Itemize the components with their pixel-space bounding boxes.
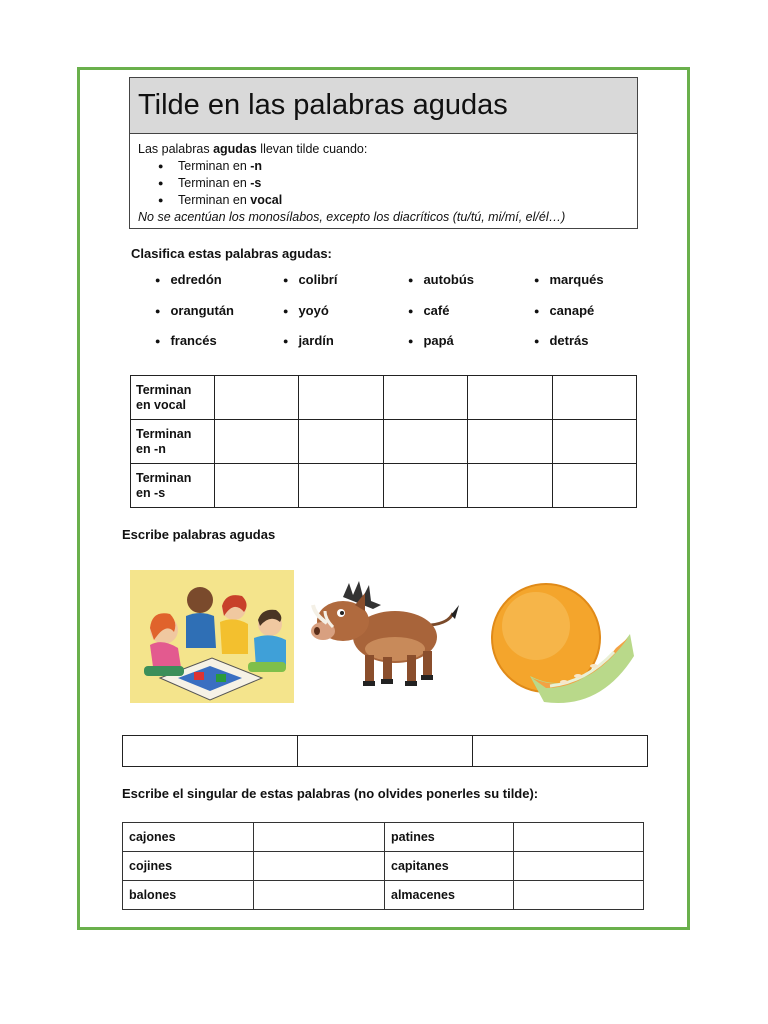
answer-cell[interactable] xyxy=(123,736,298,767)
warthog-image xyxy=(303,575,468,695)
word-item: ● café xyxy=(408,303,450,318)
word-text: autobús xyxy=(423,272,474,287)
answer-cell[interactable] xyxy=(299,376,383,420)
table-row xyxy=(123,852,644,881)
word-text: colibrí xyxy=(298,272,338,287)
singular-table xyxy=(122,822,644,910)
word-item: ● canapé xyxy=(534,303,595,318)
answer-cell[interactable] xyxy=(514,823,644,852)
classify-title: Clasifica estas palabras agudas: xyxy=(131,246,332,261)
rules-intro xyxy=(138,141,629,158)
row-label xyxy=(131,376,215,420)
rules-intro-text: Las palabras xyxy=(138,142,214,156)
rule-ending: -s xyxy=(250,176,262,190)
word-item: ● detrás xyxy=(534,333,589,348)
answer-cell[interactable] xyxy=(254,881,385,910)
rules-box xyxy=(129,77,638,229)
table-row xyxy=(131,376,637,420)
rules-list xyxy=(138,158,629,209)
rule-ending: vocal xyxy=(250,193,283,207)
answer-cell[interactable] xyxy=(299,420,383,464)
rule-item xyxy=(178,158,629,175)
word-text: yoyó xyxy=(298,303,329,318)
rule-text: Terminan en xyxy=(178,193,251,207)
rule-item xyxy=(178,192,629,209)
word-item: ● jardín xyxy=(283,333,334,348)
word-text: papá xyxy=(423,333,454,348)
row-label-line: Terminan xyxy=(136,382,192,397)
singular-title: Escribe el singular de estas palabras (no olvides ponerles su tilde): xyxy=(122,786,539,801)
row-label-line: Terminan xyxy=(136,470,192,485)
answer-cell[interactable] xyxy=(214,420,298,464)
answer-cell[interactable] xyxy=(383,376,467,420)
table-row xyxy=(123,736,648,767)
rule-text: Terminan en xyxy=(178,159,251,173)
rule-text: Terminan en xyxy=(178,176,251,190)
rules-body xyxy=(130,134,637,226)
answer-cell[interactable] xyxy=(299,464,383,508)
word-text: edredón xyxy=(170,272,222,287)
word-item: ● edredón xyxy=(155,272,222,287)
table-row xyxy=(131,464,637,508)
table-row xyxy=(123,823,644,852)
table-row xyxy=(131,420,637,464)
answer-cell[interactable] xyxy=(473,736,648,767)
word-text: jardín xyxy=(298,333,334,348)
classify-table xyxy=(130,375,637,508)
rules-note: No se acentúan los monosílabos, excepto los diacríticos (tu/tú, mi/mí, el/él…) xyxy=(138,210,566,224)
children-playing-board-game-image xyxy=(130,570,294,703)
row-label xyxy=(131,420,215,464)
answer-cell[interactable] xyxy=(214,464,298,508)
page-title: Tilde en las palabras agudas xyxy=(130,78,637,134)
row-label-line: Terminan xyxy=(136,426,192,441)
plural-word: cajones xyxy=(123,823,254,852)
rule-item xyxy=(178,175,629,192)
word-item: ● marqués xyxy=(534,272,604,287)
plural-word: cojines xyxy=(123,852,254,881)
answer-cell[interactable] xyxy=(552,376,636,420)
table-row xyxy=(123,881,644,910)
answer-cell[interactable] xyxy=(383,420,467,464)
answer-cell[interactable] xyxy=(552,464,636,508)
answer-cell[interactable] xyxy=(468,376,552,420)
row-label-line: en -s xyxy=(136,485,166,500)
plural-word: balones xyxy=(123,881,254,910)
word-item: ● francés xyxy=(155,333,217,348)
answer-cell[interactable] xyxy=(468,464,552,508)
row-label xyxy=(131,464,215,508)
rules-intro-end: llevan tilde cuando: xyxy=(256,142,368,156)
word-item: ● orangután xyxy=(155,303,234,318)
write-title: Escribe palabras agudas xyxy=(122,527,276,542)
word-text: café xyxy=(423,303,450,318)
rules-intro-bold: agudas xyxy=(213,142,257,156)
plural-word: almacenes xyxy=(385,881,514,910)
answer-cell[interactable] xyxy=(254,852,385,881)
answer-cell[interactable] xyxy=(383,464,467,508)
answer-cell[interactable] xyxy=(254,823,385,852)
word-item: ● papá xyxy=(408,333,454,348)
answer-cell[interactable] xyxy=(514,881,644,910)
answer-cell[interactable] xyxy=(214,376,298,420)
answer-table xyxy=(122,735,648,767)
word-text: detrás xyxy=(549,333,589,348)
melon-image xyxy=(490,582,635,712)
word-text: marqués xyxy=(549,272,604,287)
plural-word: capitanes xyxy=(385,852,514,881)
answer-cell[interactable] xyxy=(298,736,473,767)
word-item: ● yoyó xyxy=(283,303,329,318)
row-label-line: en vocal xyxy=(136,397,187,412)
word-text: canapé xyxy=(549,303,595,318)
word-text: francés xyxy=(170,333,217,348)
plural-word: patines xyxy=(385,823,514,852)
row-label-line: en -n xyxy=(136,441,166,456)
rule-ending: -n xyxy=(250,159,263,173)
answer-cell[interactable] xyxy=(552,420,636,464)
word-item: ● colibrí xyxy=(283,272,338,287)
word-item: ● autobús xyxy=(408,272,474,287)
word-text: orangután xyxy=(170,303,234,318)
answer-cell[interactable] xyxy=(514,852,644,881)
answer-cell[interactable] xyxy=(468,420,552,464)
